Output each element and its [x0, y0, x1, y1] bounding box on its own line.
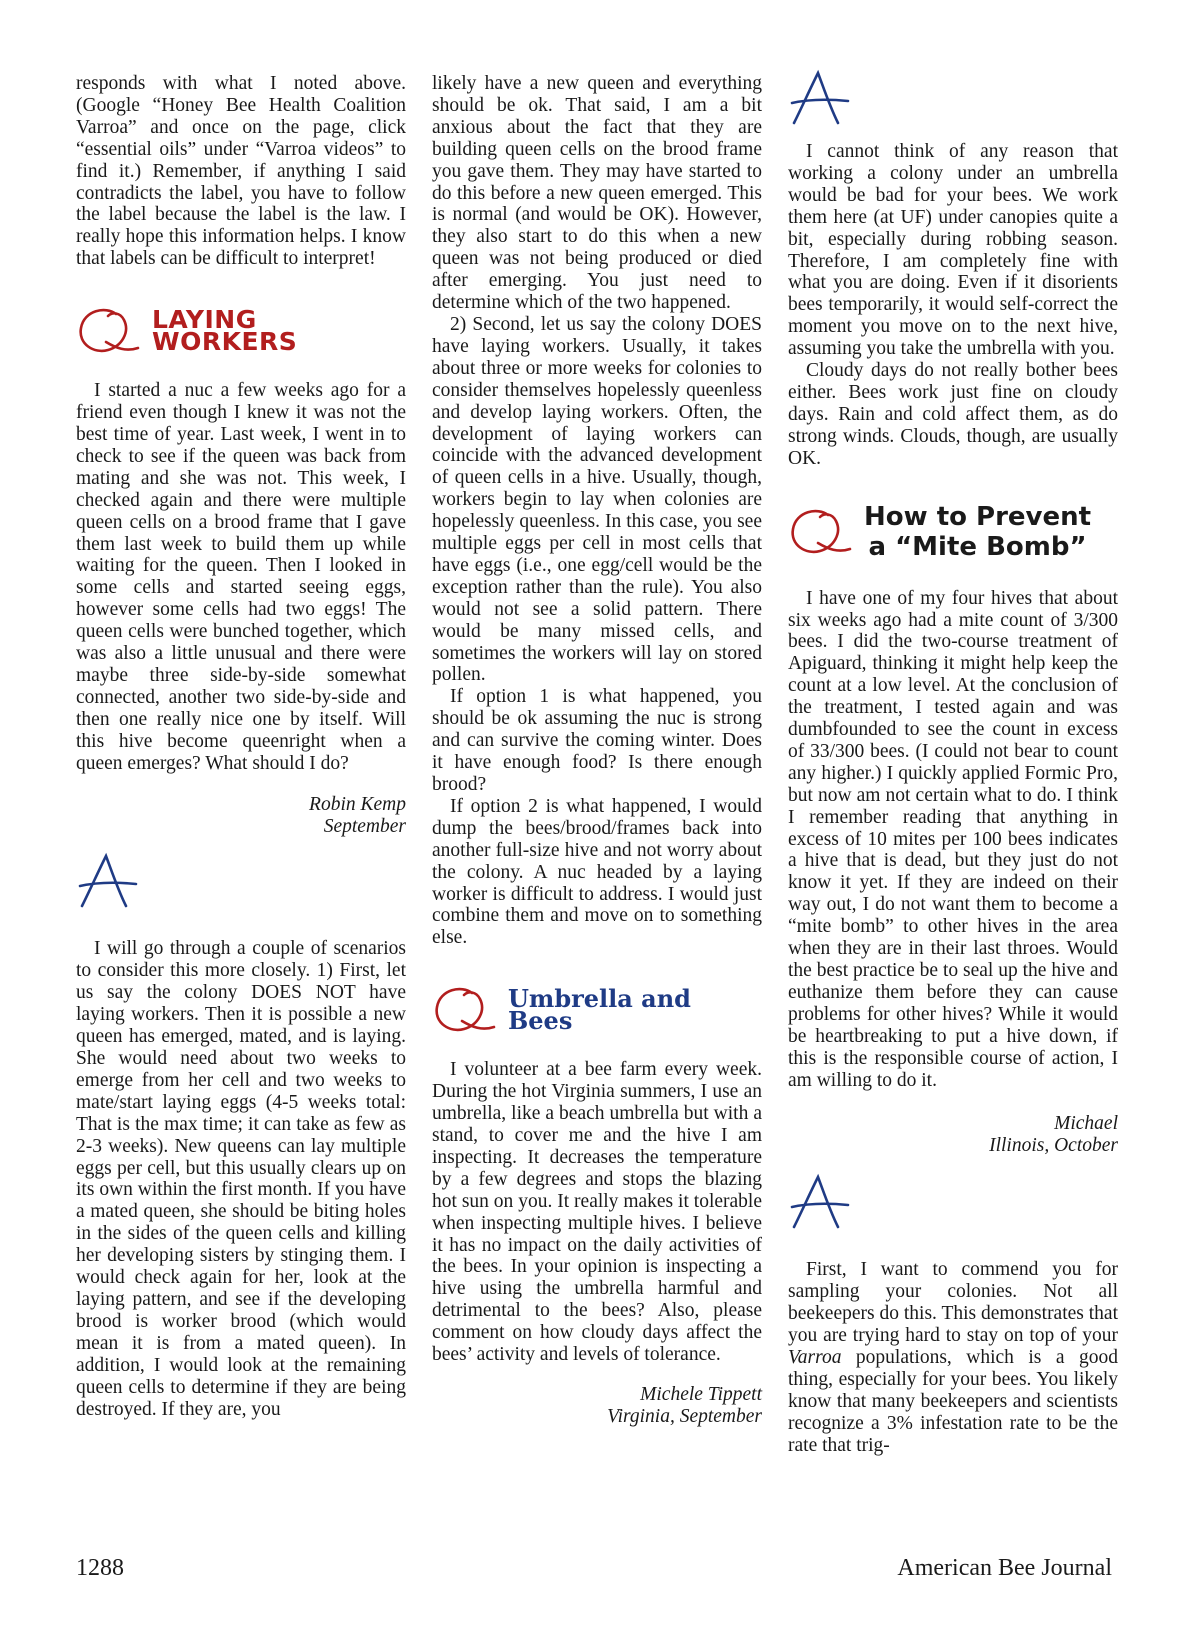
answer-paragraph-1: I cannot think of any reason that working a colony under an umbrella would be bad for your bees. We work them here (at UF) under canopies quite a bit, especially during robbing season. Therefore, I am completely fine with what you are doing. Even if it disorients bees temporarily, it would self-correct the moment you move on to the next hive, assuming you take the umbrella with you. — [788, 141, 1118, 360]
signature-name: Michael — [1054, 1113, 1118, 1135]
column-2 — [432, 73, 762, 1428]
answer-text-part-1: First, I want to commend you for sampling your colonies. Not all beekeepers do this. This demonstrates that you are trying hard to stay on top of your — [788, 1259, 1118, 1347]
signature — [432, 1384, 762, 1428]
answer-paragraph-2: Cloudy days do not really bother bees either. Bees work just fine on cloudy days. Rain and cold affect them, as do strong winds. Clouds, though, are usually OK. — [788, 360, 1118, 469]
question-title-line-1: How to Prevent — [864, 501, 1092, 532]
signature — [788, 1113, 1118, 1157]
answer-paragraph-2: 2) Second, let us say the colony DOES have laying workers. Usually, it takes about three or more weeks for colonies to consider themselves hopelessly queenless and develop laying workers. Often, the development of laying workers can coincide with the advanced development of queen cells in a hive. Usually, though, workers begin to lay when colonies are hopelessly queenless. In this case, you see multiple eggs per cell in most cells that have eggs (i.e., one egg/cell would be the exception rather than the rule). You also would not see a solid pattern. There would be many missed cells, and sometimes the workers will lay on stored pollen. — [432, 313, 762, 686]
signature-name: Michele Tippett — [640, 1383, 762, 1405]
answer-paragraph-4: If option 2 is what happened, I would dump the bees/brood/frames back into another full-size hive and not worry about the colony. A nuc headed by a laying worker is difficult to address. I would just combine them and move on to something else. — [432, 795, 762, 949]
answer-text-part-2: populations, which is a good thing, especially for your bees. You likely know that many beekeepers and scientists recognize a 3% infestation rate to be the rate that trig- — [788, 1347, 1118, 1456]
answer-text — [788, 1259, 1118, 1456]
signature-place: Virginia, September — [607, 1405, 762, 1427]
answer-continued: likely have a new queen and everything should be ok. That said, I am a bit anxious about the fact that they are building queen cells on the brood frame you gave them. They may have started to do this before a new queen emerged. This is normal (and would be OK). However, they also start to do this when a new queen was not being produced or died after emerging. You just need to determine which of the two happened. — [432, 73, 762, 314]
question-text: I have one of my four hives that about six weeks ago had a mite count of 3/300 bees. I did the two-course treatment of Apiguard, thinking it might help keep the count at a low level. At the conclusion of the treatment, I tested again and was dumbfounded to see the count in excess of 33/300 bees. (I could not bear to count any higher.) I quickly applied Formic Pro, but now am not certain what to do. I think I remember reading that anything in excess of 10 mites per 100 bees indicates a hive that is dead, but they just do not know it yet. If they are indeed on their way out, I do not want them to become a “mite bomb” to other hives in the area when they are in their last throes. Would the best practice be to seal up the hive and euthanize them before they can cause problems for other hives? While it would be heartbreaking to put a hive down, if this is the responsible course of action, I am willing to do it. — [788, 587, 1118, 1091]
column-1 — [76, 73, 406, 1420]
answer-text-italic: Varroa — [788, 1347, 842, 1369]
signature-place: Illinois, October — [989, 1135, 1118, 1157]
question-title: LAYING WORKERS — [152, 305, 298, 357]
question-header-laying-workers — [76, 304, 406, 358]
signature-name: Robin Kemp — [309, 794, 406, 816]
question-title — [864, 502, 1091, 562]
question-header-mite-bomb — [788, 500, 1118, 564]
question-text: I started a nuc a few weeks ago for a friend even though I knew it was not the best time of year. Last week, I went in to check to see if the queen was back from mating and she was not. This week, I checked again and there were multiple queen cells on a brood frame that I gave them last week to build them up while waiting for the queen. Then I looked in some cells and started seeing eggs, however some cells had two eggs! The queen cells were bunched together, which was also a little unusual and there were maybe three side-by-side somewhat connected, another two side-by-side and then one really nice one by itself. Will this hive become queenright when a queen emerges? What should I do? — [76, 380, 406, 774]
question-text: I volunteer at a bee farm every week. During the hot Virginia summers, I use an umbrella, like a beach umbrella but with a stand, to cover me and the hive I am inspecting. It decreases the temperature by a few degrees and stops the blazing hot sun on you. It really makes it tolerable when inspecting multiple hives. I believe it has no impact on the daily activities of the bees. In your opinion is inspecting a hive using the umbrella harmful and detrimental to the bees? Also, please comment on how cloudy days affect the bees’ activity and levels of tolerance. — [432, 1059, 762, 1366]
question-title: Umbrella and Bees — [508, 984, 691, 1036]
question-header-umbrella — [432, 983, 762, 1037]
signature-place: September — [323, 816, 406, 838]
answer-a-icon — [76, 852, 142, 912]
question-q-icon — [76, 304, 142, 358]
answer-paragraph-3: If option 1 is what happened, you should be ok assuming the nuc is strong and can survive the coming winter. Does it have enough food? Is there enough brood? — [432, 686, 762, 795]
question-q-icon — [788, 505, 854, 559]
question-title-line-2: a “Mite Bomb” — [868, 531, 1087, 562]
intro-paragraph: responds with what I noted above. (Google “Honey Bee Health Coalition Varroa” and once on the page, click “essential oils” under “Varroa videos” to find it.) Remember, if anything I said contradicts the label, you have to follow the label because the label is the law. I really hope this information helps. I know that labels can be difficult to interpret! — [76, 73, 406, 270]
journal-name: American Bee Journal — [897, 1555, 1112, 1581]
question-q-icon — [432, 983, 498, 1037]
answer-text: I will go through a couple of scenarios to consider this more closely. 1) First, let us say the colony DOES NOT have laying workers. Then it is possible a new queen has emerged, mated, and is laying. She would need about two weeks to emerge from her cell and two weeks to mate/start laying eggs (4-5 weeks total: That is the max time; it can take as few as 2-3 weeks). New queens can lay multiple eggs per cell, but this usually clears up on its own within the first month. If you have a mated queen, she should be biting holes in the sides of the queen cells and killing her developing sisters by stinging them. I would check again for her, look at the laying pattern, and see if the developing brood is worker brood (which would mean it is from a mated queen). In addition, I would look at the remaining queen cells to determine if they are being destroyed. If they are, you — [76, 938, 406, 1420]
signature — [76, 794, 406, 838]
answer-a-icon — [788, 1173, 854, 1233]
column-3 — [788, 73, 1118, 1457]
page-number: 1288 — [76, 1555, 124, 1581]
answer-a-icon — [788, 69, 854, 129]
